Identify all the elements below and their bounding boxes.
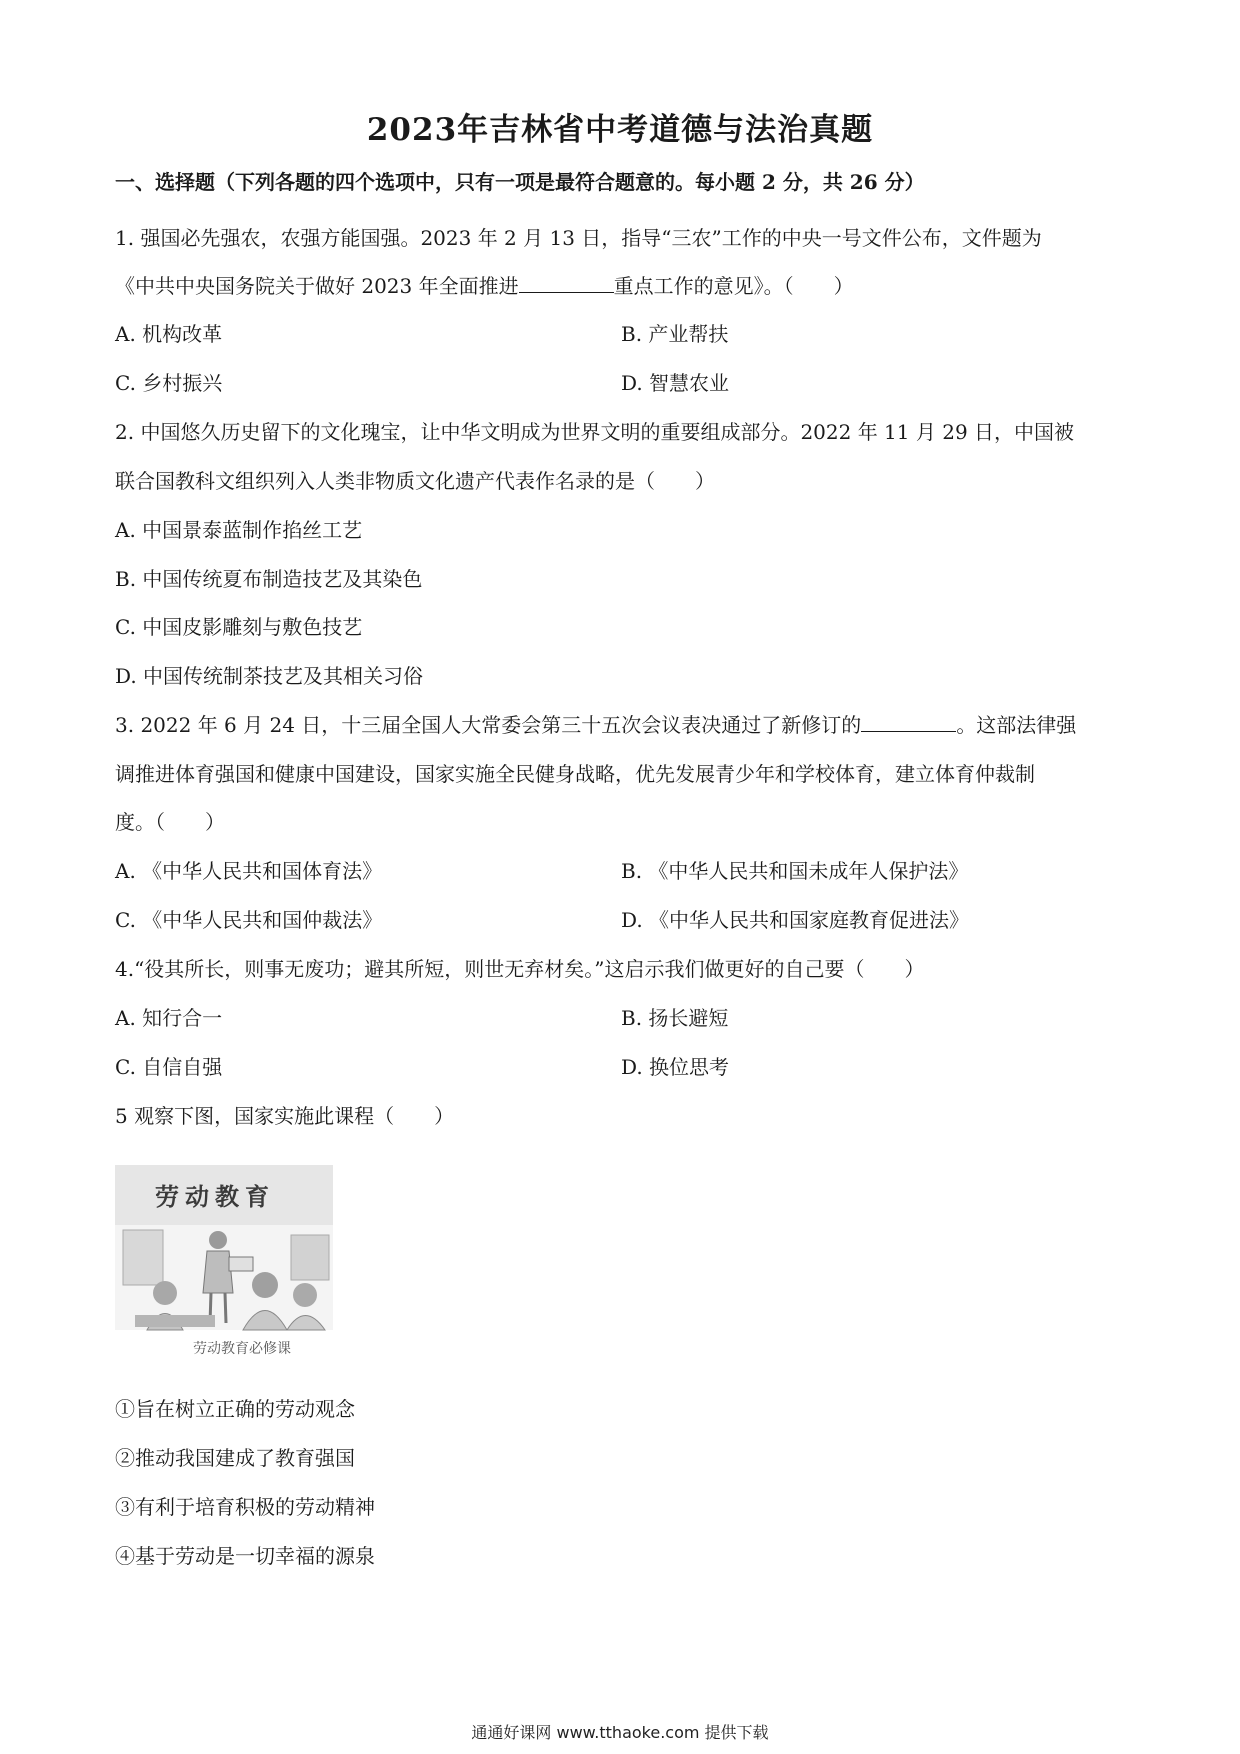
q2-stem-line2: 联合国教科文组织列入人类非物质文化遗产代表作名录的是（ ）: [115, 469, 715, 493]
q2-option-a[interactable]: A. 中国景泰蓝制作掐丝工艺: [115, 518, 363, 542]
q4-option-d[interactable]: D. 换位思考: [621, 1055, 730, 1079]
q5-item-4: ④基于劳动是一切幸福的源泉: [115, 1544, 375, 1568]
q1-stem-pre: 《中共中央国务院关于做好 2023 年全面推进: [115, 274, 519, 298]
q2-stem-line1: 2. 中国悠久历史留下的文化瑰宝，让中华文明成为世界文明的重要组成部分。2022 年 11 月 29 日，中国被: [115, 420, 1075, 444]
q5-item-3: ③有利于培育积极的劳动精神: [115, 1495, 375, 1519]
q2-option-b[interactable]: B. 中国传统夏布制造技艺及其染色: [115, 567, 423, 591]
q1-option-c[interactable]: C. 乡村振兴: [115, 371, 223, 395]
q1-stem-post: 重点工作的意见》。（ ）: [613, 274, 854, 298]
q1-stem-line1: 1. 强国必先强农，农强方能国强。2023 年 2 月 13 日，指导“三农”工作的中央一号文件公布，文件题为: [115, 226, 1042, 250]
q3-stem-line2: 调推进体育强国和健康中国建设，国家实施全民健身战略，优先发展青少年和学校体育，建立体育仲裁制: [115, 762, 1035, 786]
q3-option-a[interactable]: A. 《中华人民共和国体育法》: [115, 859, 383, 883]
q3-stem-post: 。这部法律强: [956, 713, 1077, 737]
figure-title: 劳动教育: [155, 1182, 275, 1211]
q4-stem-line1: 4.“役其所长，则事无废功；避其所短，则世无弃材矣。”这启示我们做更好的自己要（ ）: [115, 957, 925, 981]
q3-option-b[interactable]: B. 《中华人民共和国未成年人保护法》: [621, 859, 969, 883]
figure-caption: 劳动教育必修课: [193, 1341, 291, 1357]
page-title: 2023年吉林省中考道德与法治真题: [366, 112, 874, 148]
q1-option-a[interactable]: A. 机构改革: [115, 322, 223, 346]
q4-option-b[interactable]: B. 扬长避短: [621, 1006, 729, 1030]
q1-option-b[interactable]: B. 产业帮扶: [621, 322, 729, 346]
q1-option-d[interactable]: D. 智慧农业: [621, 371, 730, 395]
page-footer[interactable]: 通通好课网 www.tthaoke.com 提供下载: [471, 1723, 769, 1742]
section-heading: 一、选择题（下列各题的四个选项中，只有一项是最符合题意的。每小题 2 分，共 26 分）: [115, 170, 925, 194]
labor-education-illustration: [115, 1165, 333, 1360]
q1-stem-line2: [115, 270, 854, 299]
q3-stem-line1: [115, 709, 1076, 738]
q1-blank: [519, 274, 614, 293]
q5-item-1: ①旨在树立正确的劳动观念: [115, 1397, 355, 1421]
q3-option-d[interactable]: D. 《中华人民共和国家庭教育促进法》: [621, 908, 970, 932]
q3-blank: [861, 713, 956, 732]
q3-stem-line3: 度。（ ）: [115, 810, 225, 834]
q5-item-2: ②推动我国建成了教育强国: [115, 1446, 355, 1470]
q3-option-c[interactable]: C. 《中华人民共和国仲裁法》: [115, 908, 383, 932]
q2-option-d[interactable]: D. 中国传统制茶技艺及其相关习俗: [115, 664, 424, 688]
q4-option-a[interactable]: A. 知行合一: [115, 1006, 223, 1030]
q2-option-c[interactable]: C. 中国皮影雕刻与敷色技艺: [115, 615, 363, 639]
q5-stem-line1: 5 观察下图，国家实施此课程（ ）: [115, 1104, 455, 1128]
q3-stem-pre: 3. 2022 年 6 月 24 日，十三届全国人大常委会第三十五次会议表决通过了新修订的: [115, 713, 862, 737]
q4-option-c[interactable]: C. 自信自强: [115, 1055, 223, 1079]
